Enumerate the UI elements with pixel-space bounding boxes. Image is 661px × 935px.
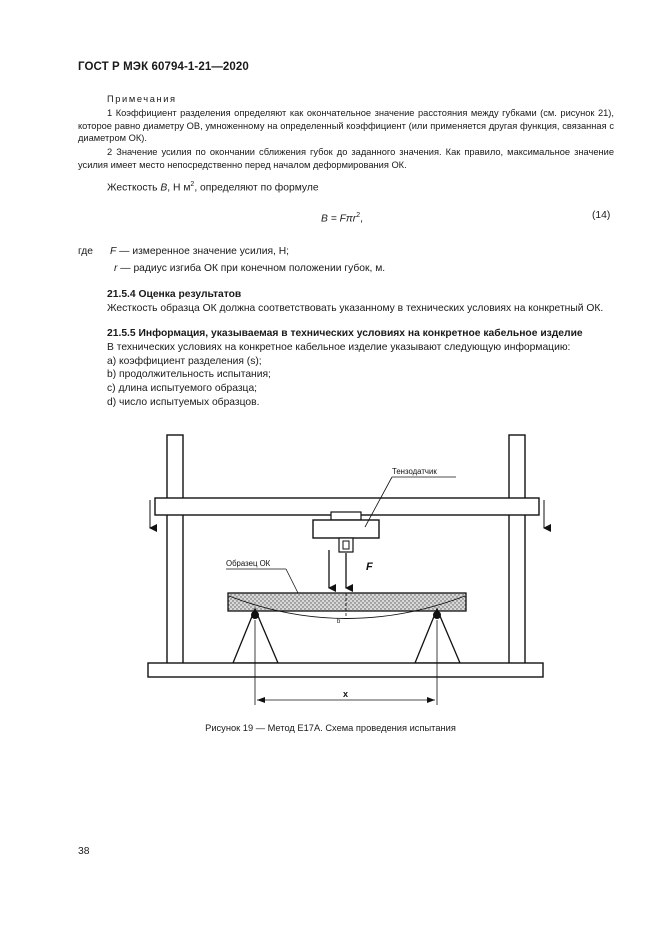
dim-label-x: x [343,689,349,699]
stiffness-intro-pre: Жесткость [107,182,161,194]
note-1: 1 Коэффициент разделения определяют как окончательное значение расстояния между губками (см. рисунок 21), которое равно диаметру ОВ, умноженному на определенный коэффициент (или применяется другая функция, связанная с диаметром ОК). [78,108,614,144]
standard-header: ГОСТ Р МЭК 60794-1-21—2020 [78,61,249,73]
list-item-d: d) число испытуемых образцов. [107,397,260,408]
left-support-pivot [251,611,259,619]
equation-number: (14) [592,210,611,221]
definition-r-text: — радиус изгиба ОК при конечном положении губок, м. [117,263,386,274]
where-label: где [78,246,94,257]
sensor-label: Тензодатчик [392,467,437,476]
definition-f-var: F [110,246,117,257]
formula-main: B = Fπr [321,213,357,225]
list-item-b: b) продолжительность испытания; [107,369,271,380]
right-support-pivot [433,611,441,619]
deflection-label: b [337,619,341,625]
stiffness-intro-var: B [160,182,168,194]
figure-caption: Рисунок 19 — Метод Е17А. Схема проведения испытания [205,723,456,733]
list-item-a: а) коэффициент разделения (s); [107,356,262,367]
base-plate [148,663,543,677]
right-post [509,435,525,664]
load-cell [313,520,379,538]
section-21-5-4-heading: 21.5.4 Оценка результатов [107,289,242,300]
section-21-5-5-intro: В технических условиях на конкретное кабельное изделие указывают следующую информацию: [107,342,571,353]
note-2: 2 Значение усилия по окончании сближения губок до заданного значения. Как правило, максимальное значение усилия имеет место непосредственно перед началом деформирования ОК. [78,147,614,170]
section-21-5-5-heading: 21.5.5 Информация, указываемая в технических условиях на конкретное кабельное изделие [107,328,583,339]
stiffness-intro-mid: , Н м [167,182,191,194]
definition-r-var: r [114,263,118,274]
plunger-tip [343,541,349,549]
list-item-c: c) длина испытуемого образца; [107,383,258,394]
page-number: 38 [78,846,90,857]
sample-label: Образец ОК [226,559,271,568]
load-cell-top [331,512,361,520]
stiffness-intro-sup: 2 [190,181,195,188]
definition-f-text: — измеренное значение усилия, Н; [116,246,290,257]
stiffness-intro-post: , определяют по формуле [194,182,319,194]
force-label: F [366,561,373,573]
section-21-5-4-text: Жесткость образца ОК должна соответствовать указанному в технических условиях на конкретный ОК. [107,303,604,314]
formula-sup: 2 [356,212,361,219]
left-post [167,435,183,664]
formula-tail: , [360,213,364,225]
cable-sample [228,593,466,611]
notes-heading: Примечания [107,94,177,104]
